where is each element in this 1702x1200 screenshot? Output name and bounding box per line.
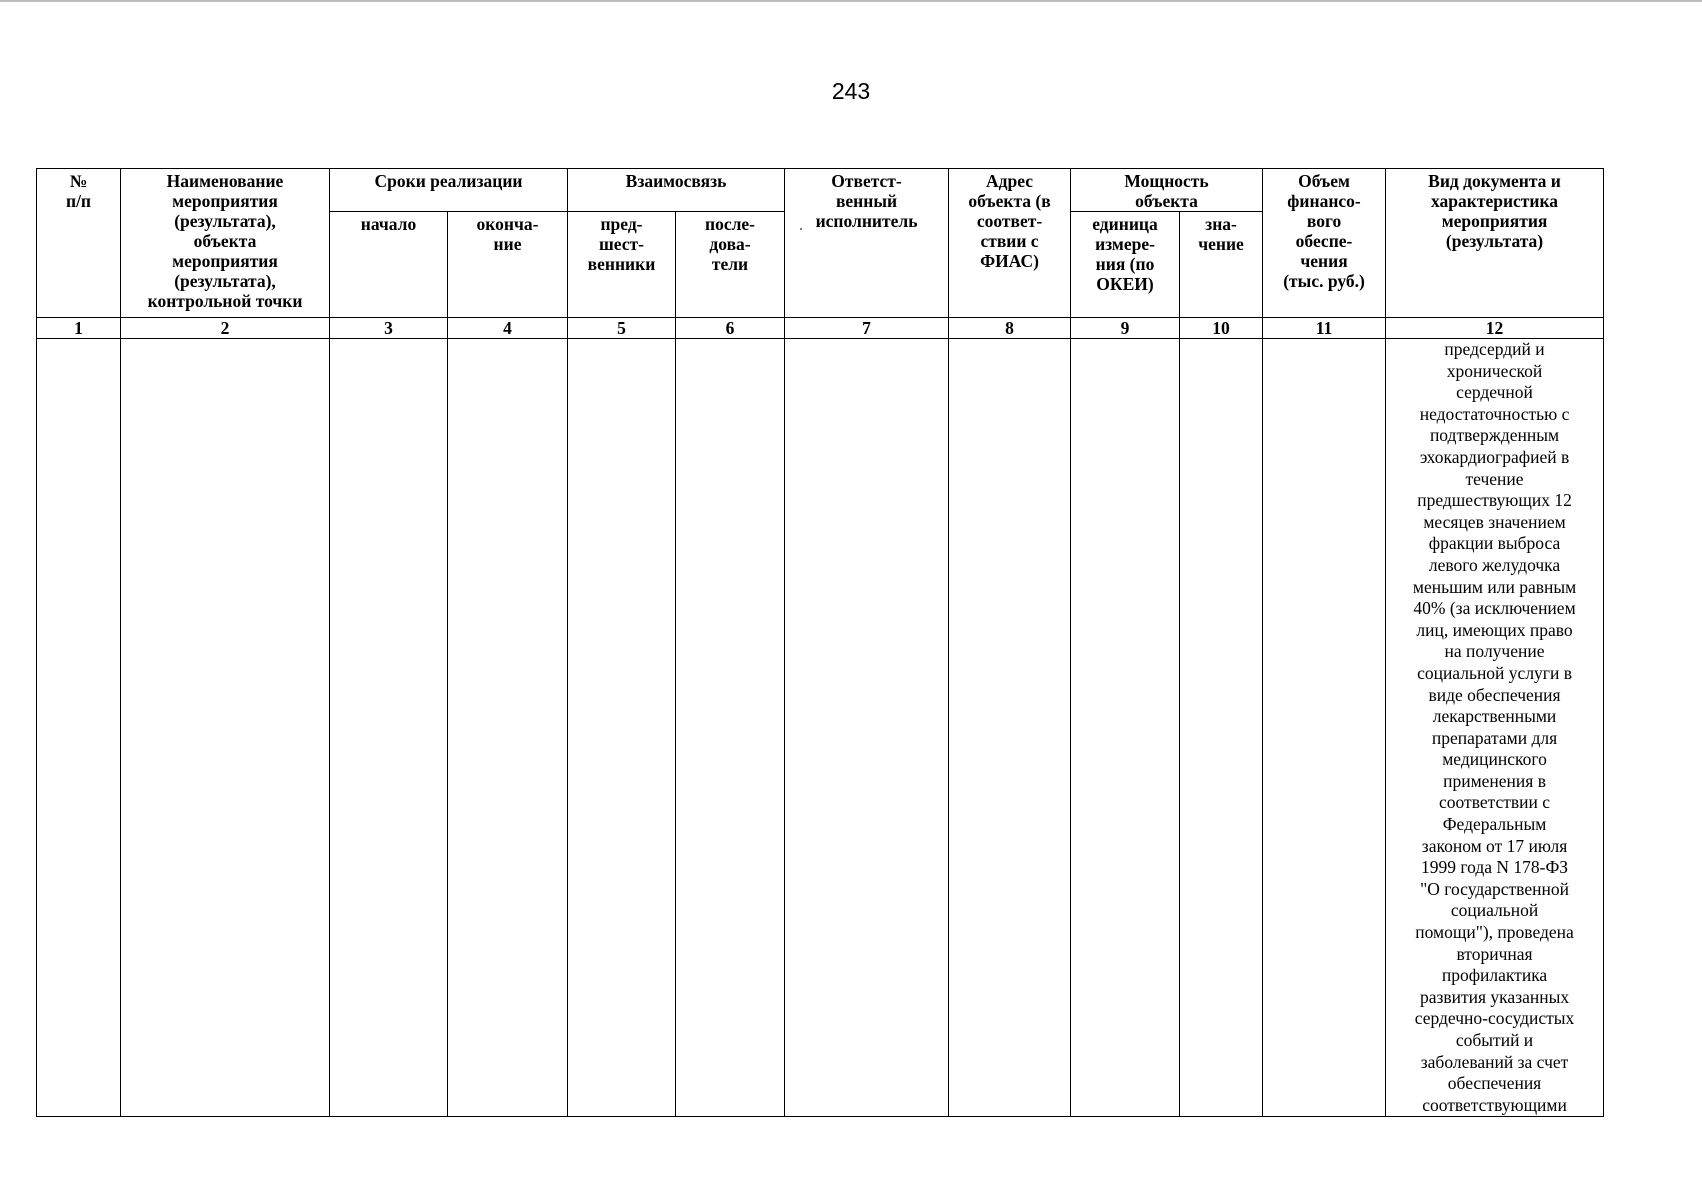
text-line: обеспечения [1447, 1073, 1542, 1094]
text-line: обеспе- [1295, 231, 1353, 251]
column-number: 4 [448, 318, 568, 339]
header-end [448, 212, 568, 318]
text-line: сердечно-сосудистых [1414, 1008, 1575, 1029]
text-line: 1999 года N 178-ФЗ [1420, 857, 1569, 878]
text-line: оконча- [476, 214, 539, 234]
column-number: 8 [949, 318, 1071, 339]
text-line: тели [711, 254, 749, 274]
text-line: препаратами для [1431, 727, 1558, 748]
text-line: месяцев значением [1423, 511, 1566, 532]
text-line: исполнитель [815, 211, 918, 231]
text-line: (результата), [174, 211, 276, 231]
text-line: контрольной точки [147, 291, 303, 311]
column-number: 12 [1386, 318, 1604, 339]
text-line: Сроки реализации [374, 171, 523, 191]
text-line: венный [835, 191, 898, 211]
text-line: левого желудочка [1428, 554, 1561, 575]
text-line: финансо- [1287, 191, 1361, 211]
text-line: виде обеспечения [1428, 684, 1561, 705]
text-line: течение [1465, 468, 1524, 489]
header-unit [1071, 212, 1180, 318]
text-line: социальной услуги в [1417, 662, 1572, 683]
cell-successors [676, 339, 785, 1117]
header-successors [676, 212, 785, 318]
text-line: № [69, 171, 88, 191]
top-border-line [0, 0, 1702, 2]
cell-document-description [1386, 339, 1604, 1117]
text-line: мероприятия [1441, 211, 1548, 231]
text-line: соответствии с [1439, 792, 1551, 813]
text-line: предсердий и [1444, 339, 1545, 359]
header-predecessors [568, 212, 676, 318]
text-line: объекта (в [968, 191, 1051, 211]
text-line: зна- [1205, 214, 1237, 234]
column-number: 11 [1263, 318, 1386, 339]
cell-start [330, 339, 448, 1117]
text-line: на получение [1444, 641, 1545, 662]
text-line: Адрес [986, 171, 1033, 191]
text-line: "О государственной [1420, 878, 1569, 899]
text-line: начало [360, 214, 417, 234]
column-number: 6 [676, 318, 785, 339]
text-line: шест- [599, 234, 644, 254]
text-line: мероприятия [172, 191, 278, 211]
scan-speck [800, 228, 802, 230]
header-number [37, 169, 121, 318]
text-line: ствии с [980, 231, 1039, 251]
text-line: ния (по [1095, 254, 1155, 274]
column-number: 9 [1071, 318, 1180, 339]
text-line: единица [1092, 214, 1158, 234]
text-line: фракции выброса [1428, 533, 1561, 554]
text-line: Федеральным [1442, 814, 1547, 835]
text-line: объекта [1135, 191, 1198, 211]
text-line: (результата), [174, 271, 276, 291]
text-line: Наименование [166, 171, 284, 191]
text-line: предшествующих 12 [1417, 490, 1572, 511]
text-line: сердечной [1456, 382, 1533, 403]
header-capacity-group [1071, 169, 1263, 212]
text-line: чение [1198, 234, 1244, 254]
text-line: пред- [600, 214, 643, 234]
text-line: ФИАС) [980, 251, 1039, 271]
text-line: вого [1306, 211, 1342, 231]
text-line: дова- [709, 234, 751, 254]
text-line: хронической [1446, 360, 1543, 381]
column-number: 10 [1180, 318, 1263, 339]
text-line: Мощность [1124, 171, 1209, 191]
text-line: Ответст- [831, 171, 902, 191]
header-value [1180, 212, 1263, 318]
plan-table [36, 168, 1604, 1117]
text-line: 40% (за исключением [1413, 598, 1576, 619]
column-number: 7 [785, 318, 949, 339]
text-line: законом от 17 июля [1421, 835, 1568, 856]
text-line: п/п [65, 191, 92, 211]
text-line: соответ- [976, 211, 1043, 231]
text-line: (результата) [1445, 231, 1544, 251]
text-line: характеристика [1431, 191, 1559, 211]
column-number: 2 [121, 318, 330, 339]
text-line: венники [587, 254, 656, 274]
cell-value [1180, 339, 1263, 1117]
cell-predecessors [568, 339, 676, 1117]
text-line: лекарственными [1432, 706, 1557, 727]
text-line: объекта [193, 231, 257, 251]
header-relationship-group [568, 169, 785, 212]
text-line: ОКЕИ) [1096, 274, 1154, 294]
text-line: недостаточностью с [1419, 403, 1570, 424]
text-line: после- [705, 214, 756, 234]
text-line: Вид документа и [1428, 171, 1561, 191]
text-line: вторичная [1456, 943, 1533, 964]
cell-unit [1071, 339, 1180, 1117]
text-line: мероприятия [172, 251, 278, 271]
header-address [949, 169, 1071, 318]
column-number: 1 [37, 318, 121, 339]
column-number: 5 [568, 318, 676, 339]
table-row [37, 339, 1604, 1117]
text-line: помощи"), проведена [1415, 922, 1574, 943]
header-activity-name [121, 169, 330, 318]
text-line: применения в [1443, 770, 1546, 791]
text-line: эхокардиографией в [1419, 446, 1570, 467]
text-line: развития указанных [1419, 986, 1570, 1007]
cell-address [949, 339, 1071, 1117]
header-document-type [1386, 169, 1604, 318]
text-line: меньшим или равным [1412, 576, 1577, 597]
header-responsible [785, 169, 949, 318]
text-line: Объем [1298, 171, 1350, 191]
page-number: 243 [831, 78, 871, 104]
text-line: подтвержденным [1429, 425, 1560, 446]
text-line: заболеваний за счет [1420, 1051, 1569, 1072]
text-line: измере- [1095, 234, 1155, 254]
text-line: соответствующими [1422, 1094, 1567, 1115]
cell-end [448, 339, 568, 1117]
text-line: чения [1300, 251, 1348, 271]
text-line: событий и [1455, 1030, 1534, 1050]
cell-activity-name [121, 339, 330, 1117]
cell-number [37, 339, 121, 1117]
header-start [330, 212, 448, 318]
text-line: Взаимосвязь [625, 171, 727, 191]
header-timeline-group [330, 169, 568, 212]
text-line: лиц, имеющих право [1416, 619, 1573, 640]
text-line: ние [493, 234, 522, 254]
text-line: медицинского [1442, 749, 1547, 770]
text-line: профилактика [1441, 965, 1548, 986]
text-line: (тыс. руб.) [1283, 271, 1365, 291]
text-line: социальной [1450, 900, 1539, 921]
cell-financing [1263, 339, 1386, 1117]
column-number: 3 [330, 318, 448, 339]
header-financing [1263, 169, 1386, 318]
cell-responsible [785, 339, 949, 1117]
